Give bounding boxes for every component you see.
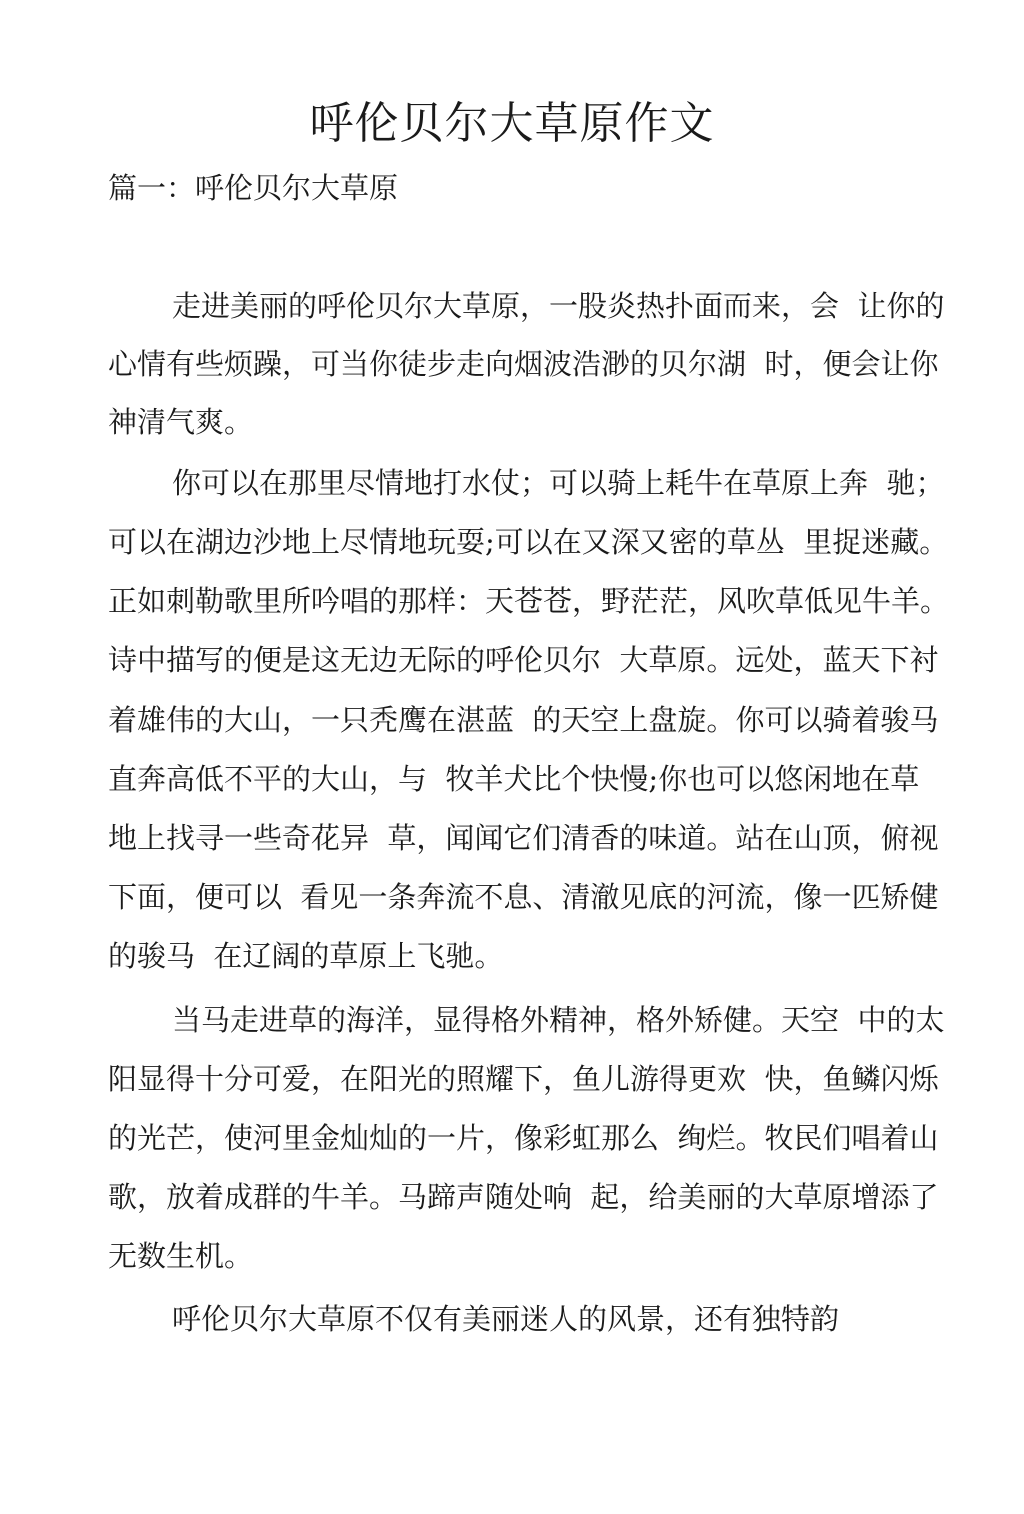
paragraph-line: 当马走进草的海洋，显得格外精神，格外矫健。天空 中的太 <box>172 1003 945 1037</box>
paragraph-line: 直奔高低不平的大山，与 牧羊犬比个快慢;你也可以悠闲地在草 <box>108 762 920 796</box>
paragraph-line: 歌，放着成群的牛羊。马蹄声随处响 起，给美丽的大草原增添了 <box>108 1180 939 1214</box>
paragraph-line: 神清气爽。 <box>108 405 254 439</box>
document-title: 呼伦贝尔大草原作文 <box>309 98 715 149</box>
paragraph-line: 无数生机。 <box>108 1239 254 1273</box>
paragraph-line: 正如刺勒歌里所吟唱的那样：天苍苍，野茫茫，风吹草低见牛羊。 <box>108 584 950 618</box>
paragraph-line: 下面，便可以 看见一条奔流不息、清澈见底的河流，像一匹矫健 <box>108 880 939 914</box>
paragraph-line: 走进美丽的呼伦贝尔大草原，一股炎热扑面而来，会 让你的 <box>172 289 945 323</box>
paragraph-line: 你可以在那里尽情地打水仗；可以骑上耗牛在草原上奔 驰； <box>172 466 945 500</box>
paragraph-line: 的骏马 在辽阔的草原上飞驰。 <box>108 939 504 973</box>
paragraph-line: 可以在湖边沙地上尽情地玩耍;可以在又深又密的草丛 里捉迷藏。 <box>108 525 949 559</box>
paragraph-line: 着雄伟的大山，一只秃鹰在湛蓝 的天空上盘旋。你可以骑着骏马 <box>108 703 939 737</box>
section-heading: 篇一：呼伦贝尔大草原 <box>108 171 399 205</box>
paragraph-line: 阳显得十分可爱，在阳光的照耀下，鱼儿游得更欢 快，鱼鳞闪烁 <box>108 1062 939 1096</box>
paragraph-line: 诗中描写的便是这无边无际的呼伦贝尔 大草原。远处，蓝天下衬 <box>108 643 939 677</box>
paragraph-line: 地上找寻一些奇花异 草，闻闻它们清香的味道。站在山顶，俯视 <box>108 821 939 855</box>
paragraph-line: 的光芒，使河里金灿灿的一片，像彩虹那么 绚烂。牧民们唱着山 <box>108 1121 939 1155</box>
paragraph-line: 呼伦贝尔大草原不仅有美丽迷人的风景，还有独特韵 <box>172 1302 840 1336</box>
paragraph-line: 心情有些烦躁，可当你徒步走向烟波浩渺的贝尔湖 时，便会让你 <box>108 347 939 381</box>
